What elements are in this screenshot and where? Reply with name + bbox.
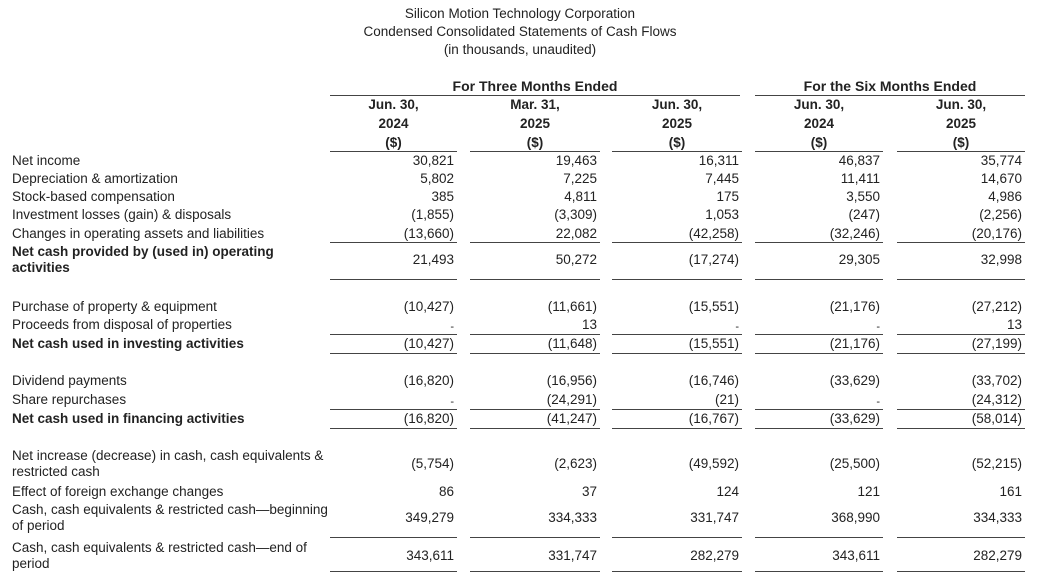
table-cell: (33,702) xyxy=(971,373,1022,388)
row-underline xyxy=(755,279,883,280)
row-label: Dividend payments xyxy=(12,373,127,388)
table-cell: 121 xyxy=(857,484,880,499)
column-header-unit: ($) xyxy=(526,135,544,150)
table-cell: (1,855) xyxy=(411,207,454,222)
table-cell: 4,811 xyxy=(564,189,597,204)
company-name: Silicon Motion Technology Corporation xyxy=(404,6,636,21)
row-underline xyxy=(755,537,883,538)
table-cell: 334,333 xyxy=(548,510,597,525)
table-cell: (16,767) xyxy=(688,411,739,426)
row-label: Net cash used in financing activities xyxy=(12,411,245,426)
row-underline xyxy=(612,279,742,280)
table-cell: 14,670 xyxy=(980,171,1022,186)
row-label: Effect of foreign exchange changes xyxy=(12,484,224,499)
row-underline xyxy=(470,428,600,429)
row-underline xyxy=(330,242,457,243)
table-cell: (2,256) xyxy=(979,207,1022,222)
column-header-unit: ($) xyxy=(952,135,970,150)
column-header-underline xyxy=(612,151,742,152)
column-header-underline xyxy=(470,151,600,152)
column-header-2 xyxy=(470,95,600,152)
statement-note: (in thousands, unaudited) xyxy=(443,42,597,57)
table-cell: 13 xyxy=(1006,317,1022,332)
row-underline xyxy=(612,428,742,429)
table-cell: 32,998 xyxy=(980,252,1022,267)
row-underline xyxy=(897,279,1025,280)
table-cell: 124 xyxy=(716,484,739,499)
table-cell: 22,082 xyxy=(555,226,597,241)
table-cell: (52,215) xyxy=(971,456,1022,471)
table-cell: (16,820) xyxy=(403,411,454,426)
table-cell: (10,427) xyxy=(403,336,454,351)
row-underline xyxy=(330,334,457,335)
row-underline xyxy=(330,409,457,410)
table-cell: (58,014) xyxy=(971,411,1022,426)
table-cell: 21,493 xyxy=(412,252,454,267)
row-underline xyxy=(330,537,457,538)
table-cell: (25,500) xyxy=(829,456,880,471)
table-cell: (33,629) xyxy=(829,411,880,426)
row-underline xyxy=(470,279,600,280)
table-cell: (16,746) xyxy=(688,373,739,388)
row-label: Cash, cash equivalents & restricted cash—end of period xyxy=(12,540,307,571)
table-cell: (49,592) xyxy=(688,456,739,471)
table-cell: 30,821 xyxy=(412,153,454,168)
row-underline xyxy=(470,353,600,354)
row-underline xyxy=(897,571,1025,572)
row-underline xyxy=(897,334,1025,335)
table-cell: 5,802 xyxy=(420,171,454,186)
row-label: Depreciation & amortization xyxy=(12,171,178,186)
column-header-5 xyxy=(897,95,1025,152)
table-cell: (21,176) xyxy=(829,336,880,351)
table-cell: 29,305 xyxy=(838,252,880,267)
table-cell: 334,333 xyxy=(973,510,1022,525)
table-cell: (20,176) xyxy=(971,226,1022,241)
row-label: Net income xyxy=(12,153,81,168)
column-header-3 xyxy=(612,95,742,152)
row-underline xyxy=(612,571,742,572)
column-header-unit: ($) xyxy=(385,135,402,150)
table-cell: 7,225 xyxy=(563,171,597,186)
table-cell: (15,551) xyxy=(688,299,739,314)
column-header-year: 2025 xyxy=(945,116,977,131)
table-cell: 1,053 xyxy=(705,207,739,222)
row-label: Stock-based compensation xyxy=(12,189,175,204)
table-cell: (21) xyxy=(714,392,739,407)
row-underline xyxy=(755,409,883,410)
row-label: Net increase (decrease) in cash, cash equivalents & restricted cash xyxy=(12,448,324,479)
table-cell: 7,445 xyxy=(705,171,739,186)
row-underline xyxy=(755,428,883,429)
column-header-underline xyxy=(330,151,457,152)
group-header-six-months: For the Six Months Ended xyxy=(803,78,977,94)
column-header-underline xyxy=(755,151,883,152)
row-underline xyxy=(897,242,1025,243)
column-header-period: Jun. 30, xyxy=(368,97,419,112)
row-label: Investment losses (gain) & disposals xyxy=(12,207,232,222)
table-cell: - xyxy=(735,321,739,333)
table-cell: 50,272 xyxy=(555,252,597,267)
table-cell: 368,990 xyxy=(831,510,880,525)
table-cell: - xyxy=(876,321,880,333)
row-underline xyxy=(897,537,1025,538)
row-underline xyxy=(612,334,742,335)
column-header-period: Jun. 30, xyxy=(935,97,987,112)
table-cell: (15,551) xyxy=(688,336,739,351)
row-label: Share repurchases xyxy=(12,392,127,407)
table-cell: - xyxy=(450,321,454,333)
table-cell: 343,611 xyxy=(406,548,454,563)
row-underline xyxy=(470,334,600,335)
table-cell: (13,660) xyxy=(403,226,454,241)
row-label: Cash, cash equivalents & restricted cash—beginning of period xyxy=(12,502,328,533)
statement-title xyxy=(0,5,1040,59)
statement-name: Condensed Consolidated Statements of Cash Flows xyxy=(363,24,677,39)
row-underline xyxy=(612,409,742,410)
table-cell: (27,212) xyxy=(971,299,1022,314)
row-underline xyxy=(470,242,600,243)
table-cell: 86 xyxy=(438,484,454,499)
row-underline xyxy=(330,279,457,280)
table-cell: - xyxy=(876,396,880,408)
table-cell: (2,623) xyxy=(554,456,597,471)
row-label: Net cash used in investing activities xyxy=(12,336,244,351)
row-underline xyxy=(330,353,457,354)
column-header-unit: ($) xyxy=(668,135,686,150)
table-cell: (32,246) xyxy=(829,226,880,241)
table-cell: (16,820) xyxy=(403,373,454,388)
row-underline xyxy=(755,334,883,335)
table-cell: 343,611 xyxy=(832,548,880,563)
table-cell: (16,956) xyxy=(546,373,597,388)
row-underline xyxy=(470,409,600,410)
row-underline xyxy=(612,242,742,243)
column-header-year: 2025 xyxy=(519,116,551,131)
table-cell: 161 xyxy=(999,484,1022,499)
row-underline xyxy=(897,353,1025,354)
column-header-year: 2025 xyxy=(661,116,693,131)
row-underline xyxy=(470,537,600,538)
table-cell: 11,411 xyxy=(840,171,880,186)
table-cell: 385 xyxy=(431,189,454,204)
column-header-year: 2024 xyxy=(803,116,835,131)
row-underline xyxy=(612,537,742,538)
table-cell: 331,747 xyxy=(548,548,597,563)
row-underline xyxy=(897,409,1025,410)
table-cell: 4,986 xyxy=(988,189,1022,204)
row-underline xyxy=(330,571,457,572)
column-header-1 xyxy=(330,95,457,152)
table-cell: 19,463 xyxy=(555,153,597,168)
table-cell: (24,312) xyxy=(971,392,1022,407)
table-cell: (33,629) xyxy=(829,373,880,388)
table-cell: 175 xyxy=(716,189,739,204)
table-cell: (11,648) xyxy=(547,336,597,351)
table-cell: (21,176) xyxy=(829,299,880,314)
row-underline xyxy=(470,571,600,572)
table-cell: (41,247) xyxy=(546,411,597,426)
table-cell: (5,754) xyxy=(411,456,454,471)
row-underline xyxy=(755,353,883,354)
column-header-year: 2024 xyxy=(378,116,409,131)
column-header-period: Mar. 31, xyxy=(510,97,560,112)
column-header-period: Jun. 30, xyxy=(793,97,845,112)
row-underline xyxy=(612,353,742,354)
table-cell: 46,837 xyxy=(838,153,880,168)
table-cell: (10,427) xyxy=(403,299,454,314)
table-cell: 13 xyxy=(581,317,597,332)
row-underline xyxy=(755,242,883,243)
table-cell: 349,279 xyxy=(405,510,454,525)
table-cell: (247) xyxy=(848,207,880,222)
table-cell: (11,661) xyxy=(547,299,597,314)
group-header-three-months: For Three Months Ended xyxy=(452,78,618,94)
column-header-underline xyxy=(897,151,1025,152)
column-header-period: Jun. 30, xyxy=(651,97,703,112)
row-underline xyxy=(330,428,457,429)
table-cell: 35,774 xyxy=(980,153,1022,168)
row-label: Proceeds from disposal of properties xyxy=(12,317,232,332)
column-header-unit: ($) xyxy=(810,135,828,150)
row-label: Changes in operating assets and liabilities xyxy=(12,226,265,241)
table-cell: 3,550 xyxy=(846,189,880,204)
row-underline xyxy=(897,428,1025,429)
table-cell: 282,279 xyxy=(973,548,1022,563)
table-cell: 331,747 xyxy=(690,510,739,525)
row-label: Purchase of property & equipment xyxy=(12,299,217,314)
table-cell: 282,279 xyxy=(690,548,739,563)
row-label: Net cash provided by (used in) operating activities xyxy=(12,244,274,275)
row-underline xyxy=(755,571,883,572)
table-cell: (27,199) xyxy=(971,336,1022,351)
table-cell: 37 xyxy=(581,484,597,499)
table-cell: 16,311 xyxy=(698,153,739,168)
table-cell: (17,274) xyxy=(688,252,739,267)
table-cell: (3,309) xyxy=(554,207,597,222)
column-header-4 xyxy=(755,95,883,152)
table-cell: (42,258) xyxy=(688,226,739,241)
table-cell: (24,291) xyxy=(546,392,597,407)
table-cell: - xyxy=(450,396,454,408)
